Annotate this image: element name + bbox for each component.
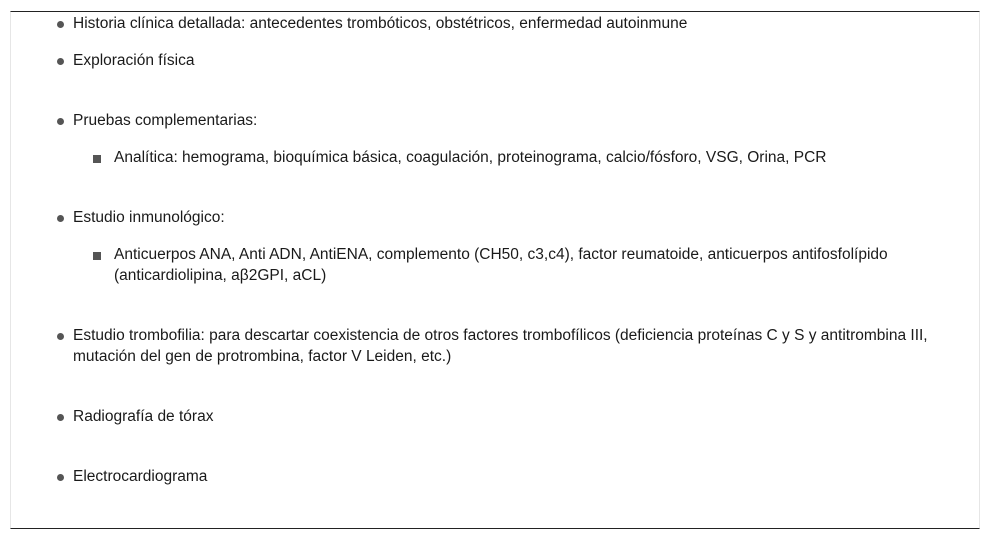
square-bullet-icon [93, 252, 101, 260]
square-bullet-icon [93, 155, 101, 163]
sub-item-text: Analítica: hemograma, bioquímica básica, coagulación, proteinograma, calcio/fósforo, VSG, Orina, PCR [114, 149, 827, 166]
bullet-icon [57, 21, 64, 28]
list-item-text: Pruebas complementarias: [73, 112, 258, 129]
list-item-text: Exploración física [73, 52, 195, 69]
list-item-inmunologico [73, 207, 943, 228]
bullet-icon [57, 118, 64, 125]
list-item-historia-clinica [73, 13, 943, 34]
sub-item-text: Anticuerpos ANA, Anti ADN, AntiENA, complemento (CH50, c3,c4), factor reumatoide, anticuerpos antifosfolípido (anticardiolipina, aβ2GPI, aCL) [114, 246, 888, 284]
list-item-text: Estudio trombofilia: para descartar coexistencia de otros factores trombofílicos (deficiencia proteínas C y S y antitrombina III, mutación del gen de protrombina, factor V Leiden, etc.) [73, 327, 928, 365]
list-item-electrocardiograma [73, 466, 943, 487]
sub-item-analitica [114, 147, 944, 168]
bullet-icon [57, 215, 64, 222]
list-item-exploracion [73, 50, 943, 71]
bullet-icon [57, 414, 64, 421]
list-item-trombofilia [73, 325, 943, 367]
bullet-icon [57, 58, 64, 65]
list-item-text: Electrocardiograma [73, 468, 208, 485]
list-item-text: Historia clínica detallada: antecedentes trombóticos, obstétricos, enfermedad autoinmune [73, 15, 688, 32]
list-item-pruebas [73, 110, 943, 131]
list-item-radiografia [73, 406, 943, 427]
list-item-text: Estudio inmunológico: [73, 209, 225, 226]
bullet-icon [57, 474, 64, 481]
sub-item-anticuerpos [114, 244, 944, 286]
list-item-text: Radiografía de tórax [73, 408, 214, 425]
bullet-icon [57, 333, 64, 340]
